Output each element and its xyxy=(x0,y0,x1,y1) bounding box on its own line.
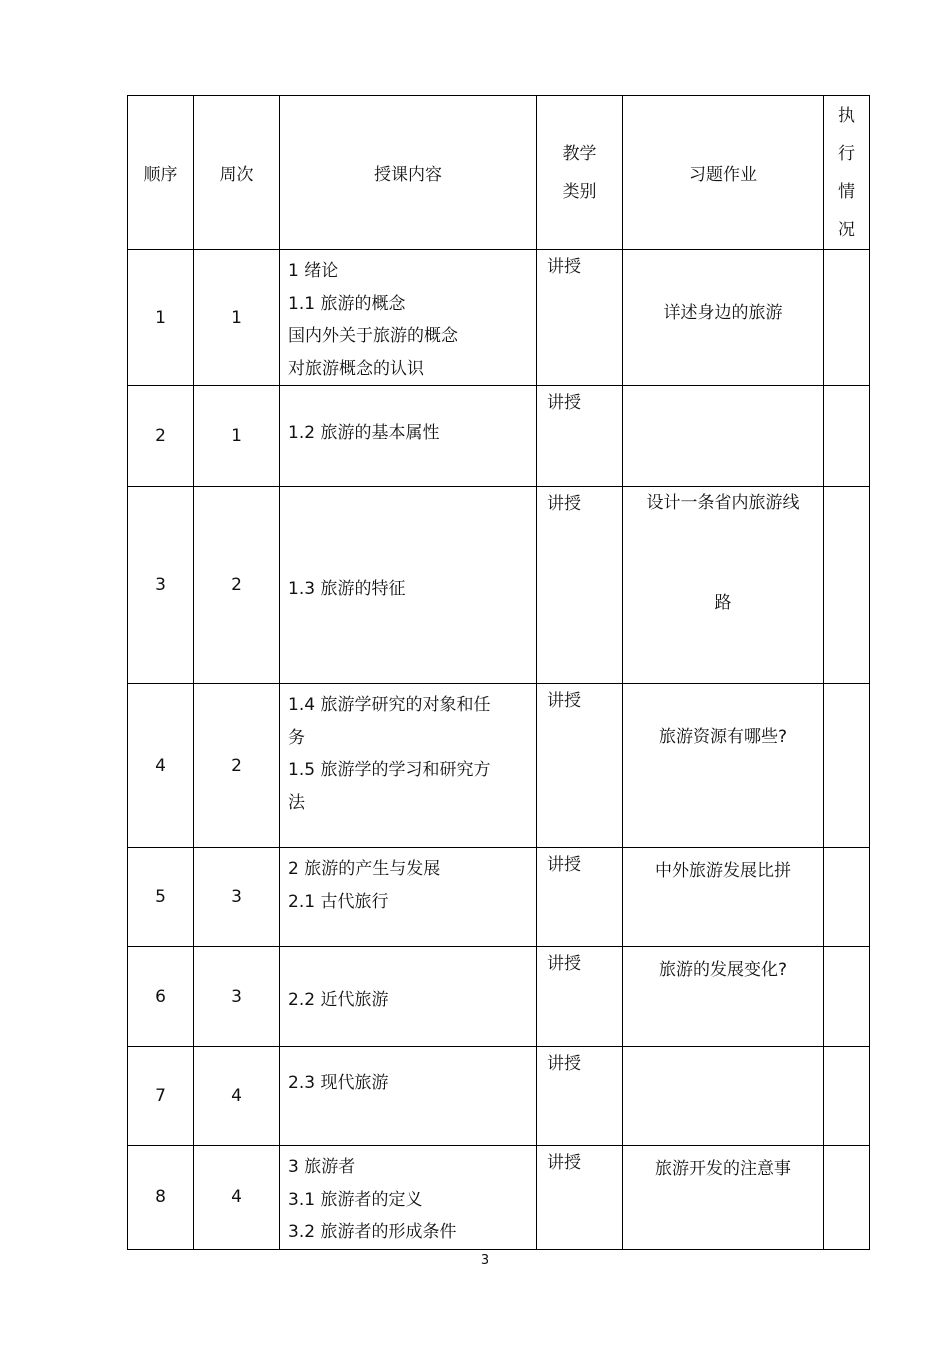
cell-execution xyxy=(824,947,870,1047)
cell-type: 讲授 xyxy=(537,250,623,386)
page-number: 3 xyxy=(480,1253,490,1268)
cell-homework xyxy=(623,947,824,1047)
cell-type: 讲授 xyxy=(537,487,623,684)
cell-week: 1 xyxy=(194,250,280,386)
cell-type: 讲授 xyxy=(537,947,623,1047)
table-row xyxy=(128,1047,870,1146)
cell-order: 2 xyxy=(128,386,194,487)
header-content: 授课内容 xyxy=(280,96,537,250)
cell-homework xyxy=(623,386,824,487)
content-line: 2.2 近代旅游 xyxy=(288,990,389,1010)
header-execution xyxy=(824,96,870,250)
table-row xyxy=(128,848,870,947)
header-exec-char: 行 xyxy=(838,143,855,164)
content-line: 法 xyxy=(288,792,305,813)
cell-content xyxy=(280,250,537,386)
header-type-line1: 教学 xyxy=(562,143,597,164)
cell-homework xyxy=(623,684,824,848)
cell-week: 2 xyxy=(194,487,280,684)
header-exec-char: 况 xyxy=(838,219,855,240)
table-row xyxy=(128,947,870,1047)
homework-line: 旅游的发展变化? xyxy=(658,960,788,980)
content-line: 2 旅游的产生与发展 xyxy=(288,859,441,879)
cell-type: 讲授 xyxy=(537,848,623,947)
header-type-line2: 类别 xyxy=(562,181,597,202)
cell-homework xyxy=(623,250,824,386)
cell-type: 讲授 xyxy=(537,684,623,848)
cell-type: 讲授 xyxy=(537,1047,623,1146)
cell-content xyxy=(280,487,537,684)
table-row xyxy=(128,684,870,848)
cell-week: 2 xyxy=(194,684,280,848)
content-line: 1.2 旅游的基本属性 xyxy=(288,423,440,443)
content-line: 对旅游概念的认识 xyxy=(288,358,424,379)
cell-week: 3 xyxy=(194,947,280,1047)
content-line: 1.5 旅游学的学习和研究方 xyxy=(288,760,491,780)
content-line: 务 xyxy=(288,727,305,748)
table-row xyxy=(128,1146,870,1250)
content-line: 2.3 现代旅游 xyxy=(288,1073,389,1093)
cell-order: 3 xyxy=(128,487,194,684)
cell-order: 4 xyxy=(128,684,194,848)
cell-execution xyxy=(824,684,870,848)
cell-homework xyxy=(623,1146,824,1250)
cell-order: 8 xyxy=(128,1146,194,1250)
content-line: 3.1 旅游者的定义 xyxy=(288,1189,423,1210)
cell-content xyxy=(280,684,537,848)
homework-line: 设计一条省内旅游线 xyxy=(646,493,800,513)
header-exec-char: 执 xyxy=(838,105,855,126)
content-line: 1.1 旅游的概念 xyxy=(288,293,406,314)
table-row xyxy=(128,487,870,684)
content-line: 3 旅游者 xyxy=(288,1157,356,1177)
cell-content xyxy=(280,1047,537,1146)
content-line: 3.2 旅游者的形成条件 xyxy=(288,1222,457,1242)
content-line: 国内外关于旅游的概念 xyxy=(288,326,458,346)
cell-homework xyxy=(623,848,824,947)
homework-line: 详述身边的旅游 xyxy=(663,303,783,323)
homework-line: 路 xyxy=(714,593,732,613)
cell-order: 7 xyxy=(128,1047,194,1146)
cell-order: 1 xyxy=(128,250,194,386)
content-line: 1.3 旅游的特征 xyxy=(288,579,406,599)
cell-week: 3 xyxy=(194,848,280,947)
cell-week: 4 xyxy=(194,1047,280,1146)
cell-content xyxy=(280,386,537,487)
cell-type: 讲授 xyxy=(537,386,623,487)
cell-homework xyxy=(623,487,824,684)
table-row xyxy=(128,386,870,487)
cell-order: 5 xyxy=(128,848,194,947)
table-row xyxy=(128,250,870,386)
cell-content xyxy=(280,1146,537,1250)
content-line: 1 绪论 xyxy=(288,261,339,281)
cell-content xyxy=(280,947,537,1047)
header-type xyxy=(537,96,623,250)
homework-line: 中外旅游发展比拼 xyxy=(655,861,791,881)
cell-week: 1 xyxy=(194,386,280,487)
cell-execution xyxy=(824,1047,870,1146)
cell-execution xyxy=(824,250,870,386)
course-schedule-table xyxy=(127,95,870,1250)
cell-type: 讲授 xyxy=(537,1146,623,1250)
header-exec-char: 情 xyxy=(838,181,855,202)
homework-line: 旅游资源有哪些? xyxy=(658,727,788,747)
cell-week: 4 xyxy=(194,1146,280,1250)
table-header-row xyxy=(128,96,870,250)
cell-homework xyxy=(623,1047,824,1146)
content-line: 1.4 旅游学研究的对象和任 xyxy=(288,695,491,715)
header-homework: 习题作业 xyxy=(623,96,824,250)
cell-execution xyxy=(824,386,870,487)
cell-execution xyxy=(824,848,870,947)
header-order: 顺序 xyxy=(128,96,194,250)
header-week: 周次 xyxy=(194,96,280,250)
cell-execution xyxy=(824,1146,870,1250)
cell-execution xyxy=(824,487,870,684)
homework-line: 旅游开发的注意事 xyxy=(655,1159,791,1179)
content-line: 2.1 古代旅行 xyxy=(288,891,389,912)
cell-content xyxy=(280,848,537,947)
cell-order: 6 xyxy=(128,947,194,1047)
